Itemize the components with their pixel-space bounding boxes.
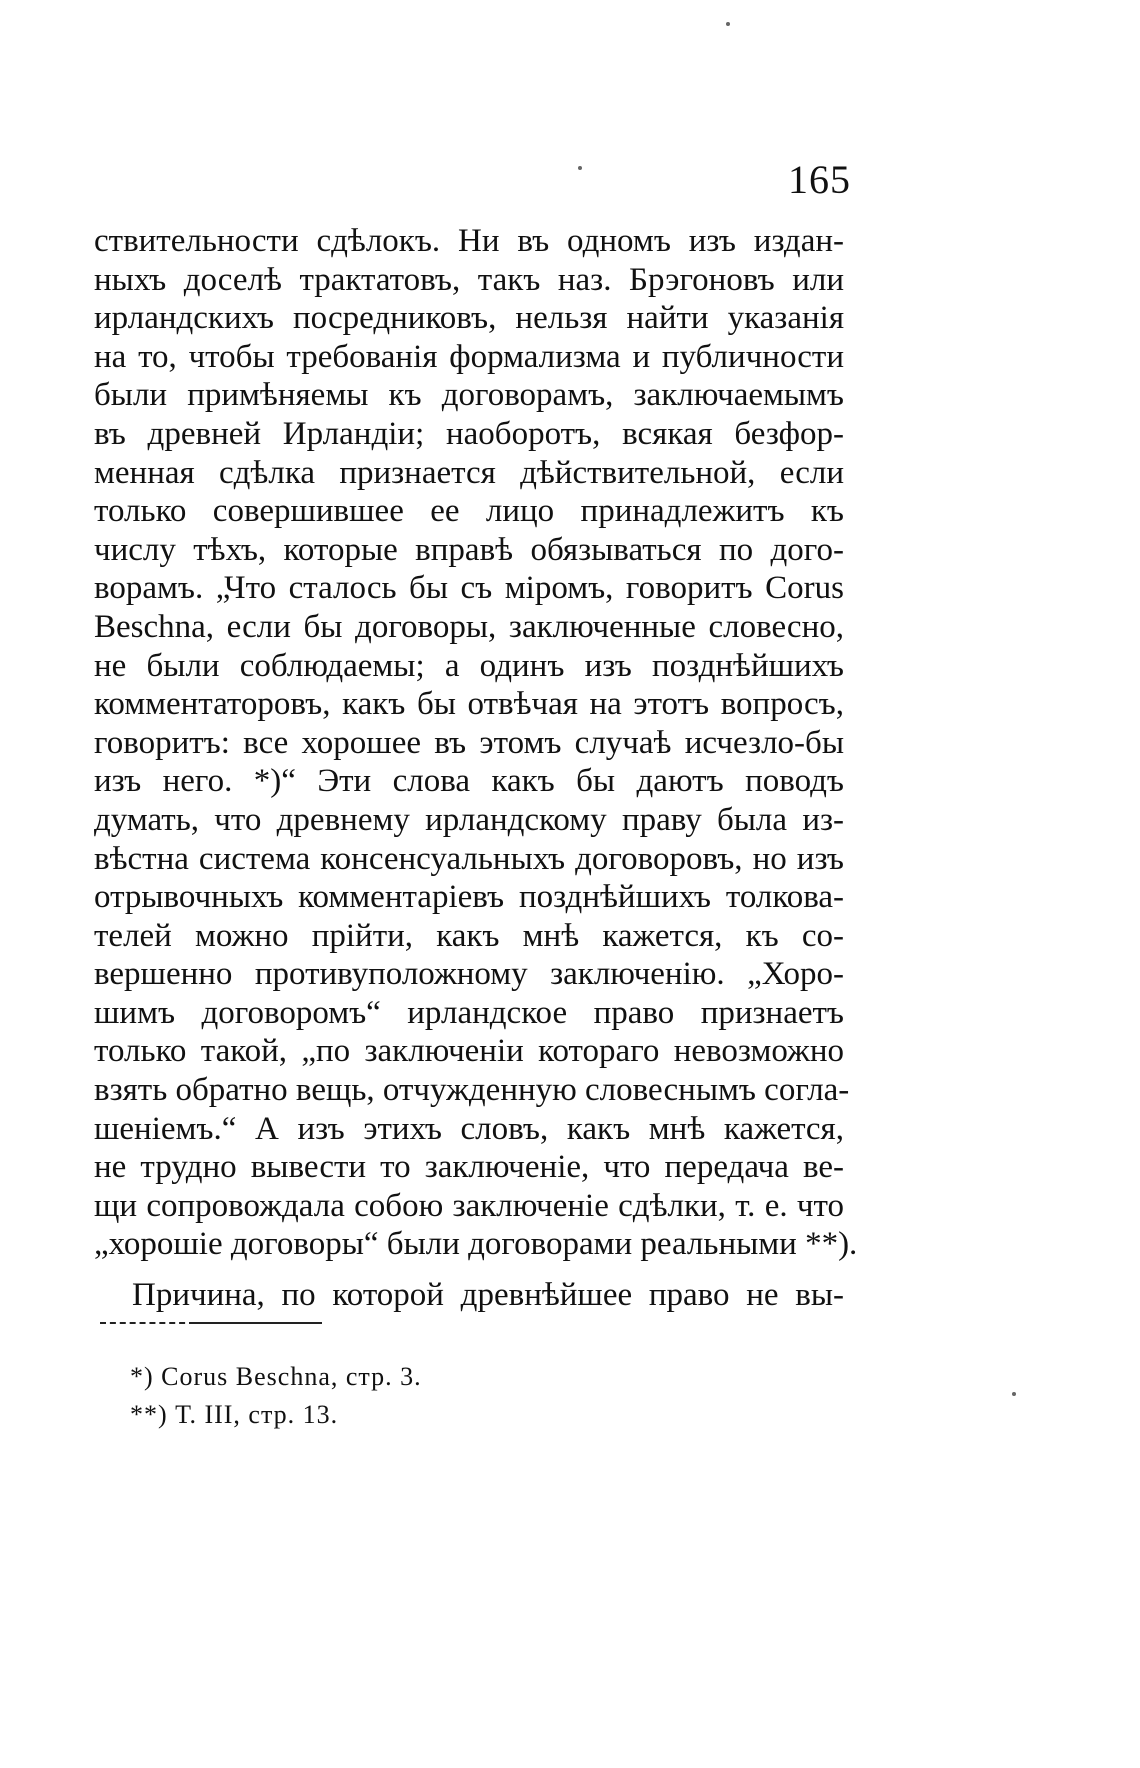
main-text: [94, 222, 858, 1315]
text-line: взять обратно вещь, отчужденную словеснымъ согла-: [94, 1072, 850, 1109]
text-line: думать, что древнему ирландскому праву была из-: [94, 801, 844, 838]
text-line: телей можно прійти, какъ мнѣ кажется, къ со-: [94, 917, 844, 954]
text-line: въ древней Ирландіи; наоборотъ, всякая безфор-: [94, 415, 844, 452]
footnote-separator-dashes: [100, 1322, 195, 1324]
paragraph-start-line: Причина, по которой древнѣйшее право не вы-: [132, 1277, 844, 1314]
text-line: числу тѣхъ, которые вправѣ обязываться по дого-: [94, 531, 844, 568]
text-line: не трудно вывести то заключеніе, что передача ве-: [94, 1149, 844, 1186]
text-line: ныхъ доселѣ трактатовъ, такъ наз. Брэгоновъ или: [94, 261, 844, 298]
text-line: отрывочныхъ комментаріевъ позднѣйшихъ толкова-: [94, 879, 844, 916]
print-speck: [1012, 1392, 1016, 1396]
text-line: на то, чтобы требованія формализма и публичности: [94, 338, 844, 375]
text-line: не были соблюдаемы; а одинъ изъ позднѣйшихъ: [94, 647, 844, 684]
text-line: ствительности сдѣлокъ. Ни въ одномъ изъ издан-: [94, 223, 844, 259]
footnote-1: *) Corus Beschna, стр. 3.: [130, 1362, 422, 1391]
text-line: были примѣняемы къ договорамъ, заключаемымъ: [94, 377, 844, 414]
paragraph-gap: [94, 1264, 844, 1276]
text-line: щи сопровождала собою заключеніе сдѣлки, т. е. что: [94, 1187, 844, 1224]
text-line: изъ него. *)“ Эти слова какъ бы даютъ поводъ: [94, 763, 844, 800]
text-line: шеніемъ.“ А изъ этихъ словъ, какъ мнѣ кажется,: [94, 1110, 844, 1147]
text-line: комментаторовъ, какъ бы отвѣчая на этотъ вопросъ,: [94, 686, 844, 723]
text-line: ворамъ. „Что сталось бы съ міромъ, говоритъ Corus: [94, 570, 844, 607]
text-line: „хорошіе договоры“ были договорами реальными **).: [94, 1226, 858, 1263]
text-line: вѣстна система консенсуальныхъ договоровъ, но изъ: [94, 840, 844, 877]
text-line: менная сдѣлка признается дѣйствительной, если: [94, 454, 844, 491]
page-number: 165: [788, 157, 851, 202]
text-line: шимъ договоромъ“ ирландское право признаетъ: [94, 994, 844, 1031]
footnote-2: **) Т. III, стр. 13.: [130, 1400, 339, 1429]
text-line: только совершившее ее лицо принадлежитъ къ: [94, 493, 844, 530]
footnotes: [130, 1358, 730, 1434]
text-line: только такой, „по заключеніи котораго невозможно: [94, 1033, 844, 1070]
text-line: ирландскихъ посредниковъ, нельзя найти указанія: [94, 300, 844, 337]
text-line: говоритъ: все хорошее въ этомъ случаѣ исчезло-бы: [94, 724, 844, 761]
text-line: Beschna, если бы договоры, заключенные словесно,: [94, 608, 844, 645]
print-speck: [726, 22, 730, 26]
print-speck: [578, 166, 582, 170]
text-line: вершенно противуположному заключенію. „Хоро-: [94, 956, 844, 993]
